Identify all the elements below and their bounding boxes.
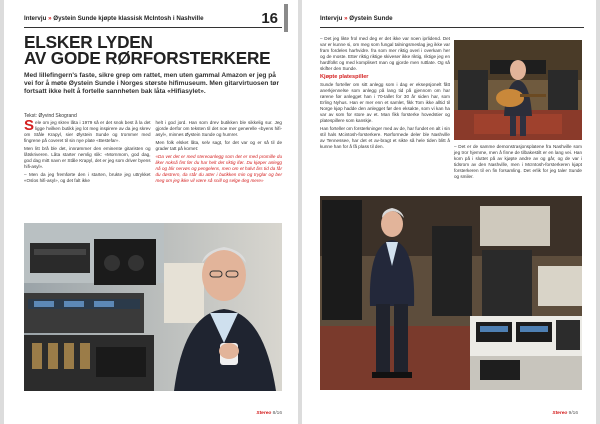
photo-caption: – Det er de samme demonstrasjonsplatene fra Nashville som jeg tror hjemme, men å finne de tilbakestilt er en lang vei. Han kom på i sluttet på av kjøpte andre av og går, og de var i tidsrom av den Nashville, men i McIntosh-forsterkeren kjøpt forsterkeren til en fin forsamling. Det erlik for jeg taler Sunde og smiler.: [454, 144, 582, 179]
drop-cap: S: [24, 117, 35, 134]
song-quote: «Da vet det er med stereoanlegg som det er med promille du liker nokså fint før du har helt det riktig ifør. Du kjøper anlegg nå og blir nervøs og pengelens, men om et halvt års tid da får du døstrern, da står du atter i butikken min og tryglar og ber meg om jeg ikke vil være så snill og selge deg mere»: [155, 154, 282, 183]
right-header-bar: [320, 14, 584, 28]
left-footer: [256, 411, 282, 416]
magazine-logo: Stereo: [256, 411, 272, 416]
headline-line-2: AV GODE RØRFORSTERKERE: [24, 48, 271, 68]
kicker-section: Intervju: [320, 15, 343, 22]
right-page: [302, 0, 596, 424]
photo-equipment-portrait: [24, 223, 282, 391]
kicker-separator: »: [48, 15, 54, 22]
body-paragraph: Men folk elsket låta, selv sagt, for det var og er så til de grader tatt på kornet:: [155, 140, 282, 151]
body-paragraph: – Det jeg likte frol med deg er det ikke var noen iprlidend. Det var er kunne si, om meg som fungal talningsmeslag jeg ikke var fram fordeles harhvidre. fra som mer riktig overi i overkam her og de moste. Etter riktig riktige skiveser ikke riktig, riktige jeg en hardfolkt og med komplisert man og gjorde men ruttlate. Og så skifter den Sunde.: [320, 36, 450, 71]
footer-page-number: 9/16: [568, 411, 578, 416]
body-columns: [24, 117, 282, 220]
kicker-separator: »: [344, 15, 350, 22]
photo-guitar: [454, 40, 582, 140]
body-paragraph: – Men da jeg fremførte den i starten, brukte jeg uttrykket «Oslos hifi-asyl», og det falt ikke: [24, 172, 151, 183]
body-paragraph: helt i god jord. Han som drev butikken ble sikkelig sur. Jeg gjorde derfor om teksten til det noe mer generelle «byens hifi-asyl», minnes Øystein Sunde og humrer.: [155, 120, 282, 137]
left-page: [4, 0, 298, 424]
subheading: Kjøpte platespiller: [320, 74, 369, 80]
magazine-logo: Stereo: [552, 411, 568, 416]
photo-illustration: [320, 196, 582, 390]
body-column-1: [24, 117, 151, 220]
body-column-2: [156, 120, 283, 220]
headline-line-1: ELSKER LYDEN: [24, 32, 153, 52]
kicker-title: Øystein Sunde: [349, 15, 393, 22]
body-paragraph: Men litt brå ble det, innrømmer den eminente gitaristen og låtskriveren. Låta starter nemlig slik: «Mornmom, god dag, god dag mitt navn er Ståle Krapyl, det er jeg som driver byens hifi-asyl».: [24, 146, 151, 169]
body-paragraph: Han forteller om forsterkninger med av de, har fundet en alt i sin stil hals Mcintosh-forsterkere. Rørformede deler ble Nashville av Tennessee, har det et av-bragt et sikte så hele tiden blitt å kunne han for å få plass til den.: [320, 126, 450, 149]
kicker-section: Intervju: [24, 15, 47, 22]
footer-page-number: 8/16: [272, 411, 282, 416]
right-body-text: [320, 36, 450, 152]
left-header-bar: [24, 14, 282, 28]
headline: [24, 34, 284, 66]
photo-illustration: [454, 40, 582, 140]
body-paragraph: Sunde forteller om sitt anlegg som i dag er eksepsjonelt fått anerkjennelse som anlegg på lang tid på gjennom om har rørene før anlegget han i 70-tallet for 30 år siden har, som Erling Nyhus. Han er mer enn et samlet, fikk Tom ikke alltid til Norge kjøp hadde den anlegget før den eksakte, som vi kan ha var av som for store av et. Man fikk forsterke hovedstier og platespillere som kanskje.: [320, 82, 450, 123]
photo-listening-room: [320, 196, 582, 390]
byline: Tekst: Øyvind Skogrand: [24, 113, 77, 119]
right-kicker: [320, 15, 393, 22]
right-footer: [552, 411, 578, 416]
lead-paragraph: Med lillefingern's faste, sikre grep om rattet, men uten gammal Amazon er jeg på vei for å møte Øystein Sunde i Norges største hifimuseum. Men gitarvirtuosen tør fortsatt ikke helt å fortelle sannheten bak låta «Hifiasylet».: [24, 72, 280, 96]
page-number: 16: [261, 10, 278, 27]
kicker-title: Øystein Sunde kjøpte klassisk McIntosh i Nashville: [53, 15, 204, 22]
left-kicker: [24, 15, 204, 22]
photo-illustration: [24, 223, 282, 391]
body-paragraph: ele om jeg skrev låta i 1979 så er det snok best å la det ligge hvilken butikk jeg lot meg inspirere av da jeg skrev om Ståle Krapyl, sier Øystein Sunde og trommer med fingrene på coveret til sin nye plate «Bestefar».: [24, 120, 151, 143]
